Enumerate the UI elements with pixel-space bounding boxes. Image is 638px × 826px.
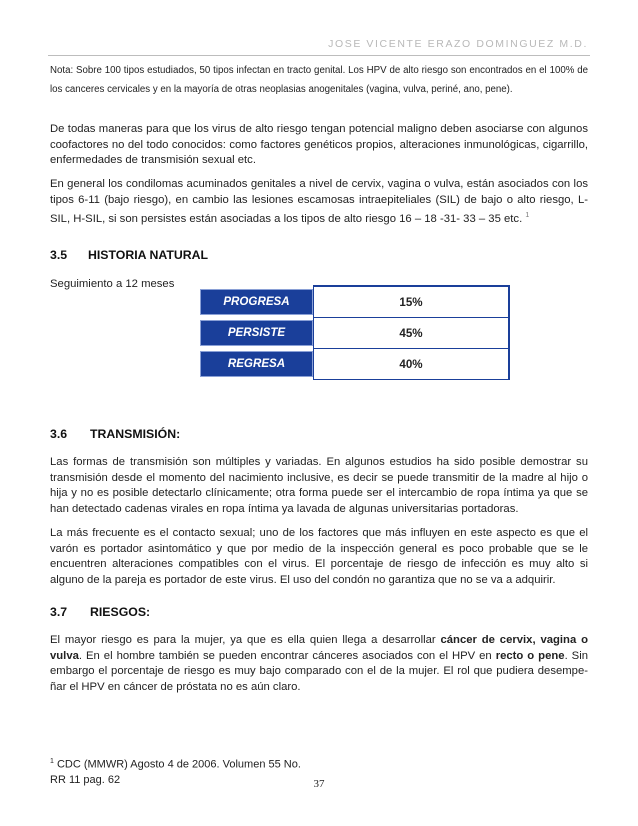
section-heading-transmision	[50, 427, 180, 441]
table-row	[200, 286, 509, 318]
table-row	[200, 349, 509, 380]
table-cell-label	[200, 318, 314, 349]
footnote-mark: 1	[50, 758, 54, 765]
section-title: HISTORIA NATURAL	[88, 248, 209, 262]
section-heading-historia-natural	[50, 248, 208, 262]
riesgos-bold-cancer-mujer: cáncer de cervix, vagina o vulva	[50, 634, 588, 662]
label-progresa: PROGRESA	[200, 289, 313, 315]
paragraph-condilomas-text: En general los condilomas acuminados genitales a nivel de cervix, vagina o vulva, están asociados con los tipos 6-11 (bajo riesgo), en cambio las lesiones escamosas intraepiteliales (SIL) de bajo o alto riesgo, L-SIL, H-SIL, si son persistes están asociadas a los tipos de alto riesgo 16 – 18 -31- 33 – 35 etc.	[50, 178, 588, 225]
table-row	[200, 318, 509, 349]
paragraph-cofactors: De todas maneras para que los virus de alto riesgo tengan potencial maligno deben asociarse con algunos coofactores no del todo conocidos: como factores genéticos propios, alteraciones inmunológicas, cigarrillo, enfermedades de transmisión sexual etc.	[50, 123, 588, 167]
riesgos-text-c: . En el hombre también se pueden encontrar cánceres asociados con el HPV en	[78, 649, 496, 662]
header-rule	[48, 55, 590, 56]
page-number: 37	[313, 778, 325, 790]
note-paragraph: Nota: Sobre 100 tipos estudiados, 50 tipos infectan en tracto genital. Los HPV de alto riesgo son encontrados en el 100% de los canceres cervicales y en la mayoría de otras neoplasias anogenitales (vagina, vulva, periné, ano, pene).	[50, 65, 588, 95]
section-title: TRANSMISIÓN:	[90, 427, 181, 441]
footnote-line2: RR 11 pag. 62	[50, 773, 121, 786]
paragraph-riesgos	[50, 633, 588, 695]
footnote-line1: CDC (MMWR) Agosto 4 de 2006. Volumen 55 No.	[56, 758, 301, 771]
section-heading-riesgos	[50, 605, 150, 619]
footnote-ref: 1	[525, 212, 530, 220]
riesgos-text-a: El mayor riesgo es para la mujer, ya que es ella quien llega a desarrollar	[50, 634, 441, 646]
table-cell-value: 15%	[314, 286, 510, 318]
table-cell-label	[200, 349, 314, 380]
label-persiste: PERSISTE	[200, 320, 313, 346]
paragraph-condilomas	[50, 177, 588, 228]
riesgos-bold-cancer-hombre: recto o pene	[495, 649, 565, 662]
page-header-author: JOSE VICENTE ERAZO DOMINGUEZ M.D.	[328, 38, 588, 50]
paragraph-transmision-forms: Las formas de transmisión son múltiples y variadas. En algunos estudios ha sido posible demostrar su transmisión desde el momento del nacimiento inclusive, es decir se puede transmitir de la madre al hijo o hija y no es posible detectarlo clínicamente; otra forma puede ser el intercambio de ropa íntima ya que se han detectado cadenas virales en ropa íntima ya lavada de algunas universitarias portadoras.	[50, 456, 588, 515]
section-title: RIESGOS:	[90, 605, 151, 619]
section-number: 3.6	[50, 427, 68, 441]
table-cell-label	[200, 286, 314, 318]
section-number: 3.5	[50, 248, 68, 262]
section-number: 3.7	[50, 605, 68, 619]
label-regresa: REGRESA	[200, 351, 313, 377]
table-cell-value: 40%	[314, 349, 510, 380]
followup-label: Seguimiento a 12 meses	[50, 278, 175, 290]
paragraph-sexual-contact: La más frecuente es el contacto sexual; uno de los factores que más influyen en este aspecto es que el varón es portador asintomático y que por medio de la inspección general es poco probable que se le encuentren alteraciones compatibles con el virus. El porcentaje de riesgo de infección es muy alto si alguno de la pareja es portador de este virus. El uso del condón no garantiza que no se va a adquirir.	[50, 527, 588, 586]
riesgos-text-e: . Sin embargo el porcentaje de riesgo es muy bajo comparado con el de la mujer. El rol que pudiera desempe-ñar el HPV en cáncer de próstata no es aún claro.	[50, 649, 589, 693]
natural-history-table	[200, 285, 510, 380]
table-cell-value: 45%	[314, 318, 510, 349]
